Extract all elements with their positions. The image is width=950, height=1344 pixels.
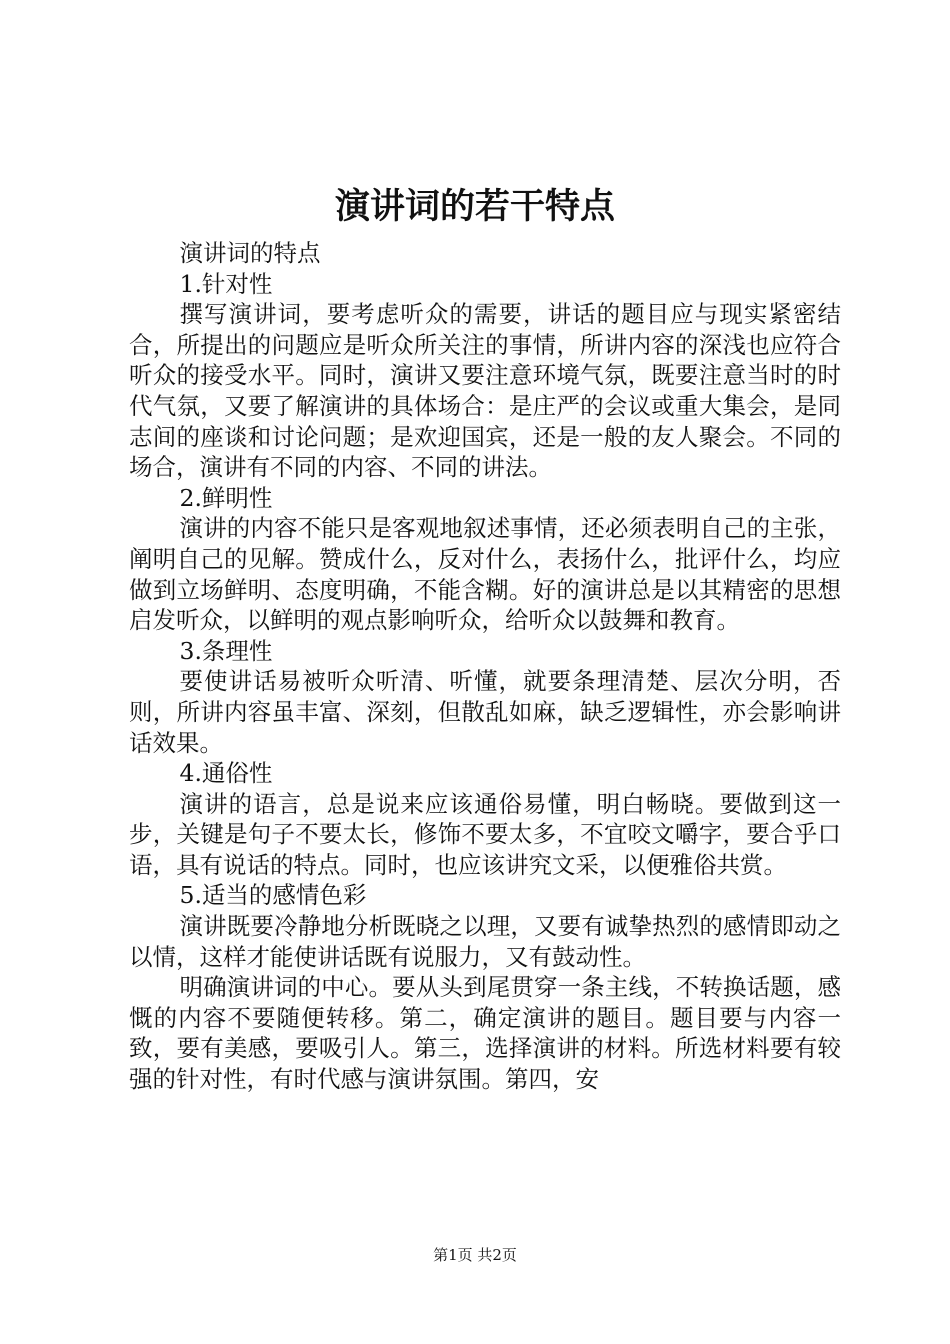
section-heading: 1.针对性: [179, 269, 273, 298]
document-body: [129, 238, 841, 1095]
section-heading: 4.通俗性: [179, 759, 273, 788]
body-paragraph: 演讲既要冷静地分析既晓之以理，又要有诚挚热烈的感情即动之以情，这样才能使讲话既有说服力，又有鼓动性。: [129, 912, 841, 971]
body-paragraph: 明确演讲词的中心。要从头到尾贯穿一条主线，不转换话题，感慨的内容不要随便转移。第二，确定演讲的题目。题目要与内容一致，要有美感，要吸引人。第三，选择演讲的材料。所选材料要有较强的针对性，有时代感与演讲氛围。第四，安: [129, 973, 841, 1094]
body-paragraph: 演讲的语言，总是说来应该通俗易懂，明白畅晓。要做到这一步，关键是句子不要太长，修饰不要太多，不宜咬文嚼字，要合乎口语，具有说话的特点。同时，也应该讲究文采，以便雅俗共赏。: [129, 789, 841, 879]
section-heading: 演讲词的特点: [179, 239, 321, 267]
document-title: 演讲词的若干特点: [334, 186, 615, 227]
body-paragraph: 撰写演讲词，要考虑听众的需要，讲话的题目应与现实紧密结合，所提出的问题应是听众所关注的事情，所讲内容的深浅也应符合听众的接受水平。同时，演讲又要注意环境气氛，既要注意当时的时代气氛，又要了解演讲的具体场合：是庄严的会议或重大集会，是同志间的座谈和讨论问题；是欢迎国宾，还是一般的友人聚会。不同的场合，演讲有不同的内容、不同的讲法。: [129, 300, 841, 482]
section-heading: 5.适当的感情色彩: [179, 881, 367, 910]
body-paragraph: 要使讲话易被听众听清、听懂，就要条理清楚、层次分明，否则，所讲内容虽丰富、深刻，但散乱如麻，缺乏逻辑性，亦会影响讲话效果。: [129, 667, 841, 757]
section-heading: 3.条理性: [179, 636, 273, 665]
section-heading: 2.鲜明性: [179, 483, 273, 512]
body-paragraph: 演讲的内容不能只是客观地叙述事情，还必须表明自己的主张，阐明自己的见解。赞成什么，反对什么，表扬什么，批评什么，均应做到立场鲜明、态度明确，不能含糊。好的演讲总是以其精密的思想启发听众，以鲜明的观点影响听众，给听众以鼓舞和教育。: [129, 514, 841, 635]
page-footer: 第1页 共2页: [433, 1246, 517, 1264]
